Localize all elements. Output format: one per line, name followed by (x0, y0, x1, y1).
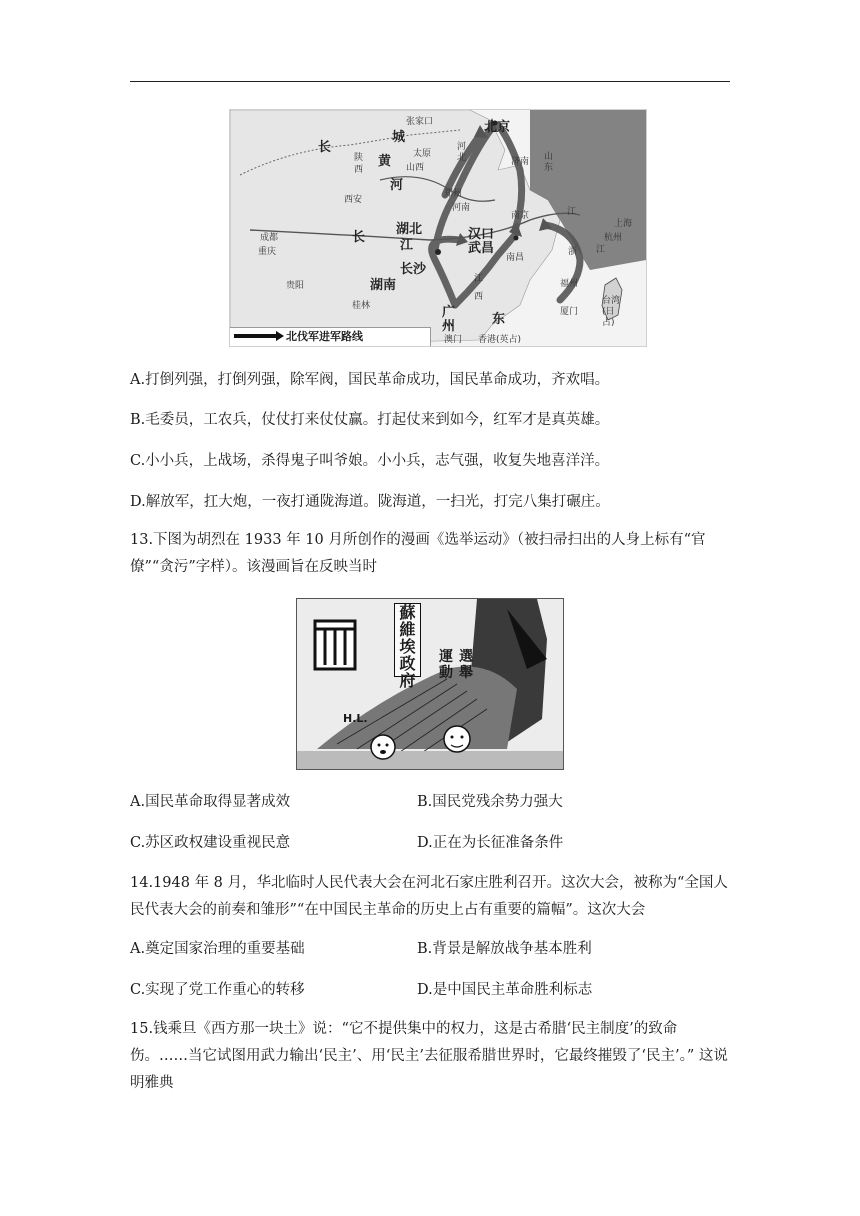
q14-option-c: C.实现了党工作重心的转移 (130, 982, 305, 998)
label-huanghe-2: 河 (390, 178, 404, 193)
label-xian: 西安 (344, 195, 363, 205)
label-hangzhou: 杭州 (604, 233, 623, 243)
label-zhengzhou: 郑州 (444, 189, 463, 199)
label-shanxi: 山西 (406, 163, 425, 173)
q13-option-a: A.国民革命取得显著成效 (130, 794, 291, 810)
q13-option-c: C.苏区政权建设重视民意 (130, 835, 291, 851)
label-hunan: 湖南 (370, 278, 397, 293)
label-chongqing: 重庆 (258, 247, 277, 257)
label-chengdu: 成都 (260, 233, 279, 243)
q13-stem: 13.下图为胡烈在 1933 年 10 月所创作的漫画《选举运动》（被扫帚扫出的人身上标有“官僚”“贪污”字样）。该漫画旨在反映当时 (130, 532, 706, 575)
label-shandong: 山东 (544, 152, 554, 173)
northern-expedition-map (229, 109, 647, 347)
q13-option-d: D.正在为长征准备条件 (417, 835, 564, 851)
label-wuhan: 汉口武昌 (468, 227, 495, 256)
map-drawing (230, 110, 646, 346)
election-cartoon (296, 598, 564, 770)
cartoon-hl-label: H.L. (343, 712, 368, 725)
q12-option-a: A.打倒列强，打倒列强，除军阀，国民革命成功，国民革命成功，齐欢唱。 (130, 372, 610, 388)
label-taiyuan: 太原 (413, 149, 432, 159)
cartoon-banner-col: 運動 (439, 649, 453, 681)
label-zhangjiakou: 张家口 (406, 117, 434, 127)
label-henan: 河南 (452, 203, 471, 213)
legend-text: 北伐军进军路线 (286, 330, 363, 343)
q13-option-b: B.国民党残余势力强大 (417, 794, 563, 810)
q15-stem: 15.钱乘旦《西方那一块土》说：“它不提供集中的权力，这是古希腊‘民主制度’的致命伤。……当它试图用武力输出‘民主’、用‘民主’去征服希腊世界时，它最终摧毁了‘民主’。” 这说明雅典 (130, 1021, 728, 1091)
label-taiwan: 台湾(日占) (602, 296, 621, 328)
label-changcheng-1: 城 (392, 130, 406, 145)
label-jiangxi: 江西 (474, 274, 484, 302)
cartoon-drawing (297, 599, 563, 769)
q12-option-d: D.解放军，扛大炮，一夜打通陇海道。陇海道，一扫光，打完八集打碾庄。 (130, 494, 610, 510)
label-changcheng-2: 长 (318, 140, 332, 155)
label-nanchang: 南昌 (506, 253, 525, 263)
cartoon-banner (436, 649, 480, 713)
label-aomen: 澳门 (444, 335, 463, 345)
label-dong: 东 (492, 312, 506, 327)
label-jiang: 江 (567, 207, 577, 217)
label-guiyang: 贵阳 (286, 281, 305, 291)
map-legend (230, 327, 431, 346)
label-beijing: 北京 (484, 120, 511, 135)
label-shaanxi: 陕西 (354, 153, 364, 175)
label-shanghai: 上海 (614, 219, 633, 229)
label-guangzhou: 广州 (442, 305, 456, 334)
label-jiang2: 江 (596, 245, 606, 255)
label-jinan: 济南 (511, 157, 530, 167)
q14-option-d: D.是中国民主革命胜利标志 (417, 982, 593, 998)
label-changjiang-2: 长 (352, 230, 366, 245)
label-xiamen: 厦门 (560, 307, 579, 317)
q12-option-b: B.毛委员，工农兵，仗仗打来仗仗赢。打起仗来到如今，红军才是真英雄。 (130, 412, 610, 428)
label-huanghe-1: 黄 (378, 154, 392, 169)
label-nanjing: 南京 (511, 211, 530, 221)
label-changsha: 长沙 (400, 262, 427, 277)
label-guilin: 桂林 (352, 301, 371, 311)
q14-option-b: B.背景是解放战争基本胜利 (417, 941, 592, 957)
q12-option-c: C.小小兵，上战场，杀得鬼子叫爷娘。小小兵，志气强，收复失地喜洋洋。 (130, 453, 610, 469)
label-fuzhou: 福州 (560, 279, 579, 289)
header-rule (130, 81, 730, 82)
legend-arrow-icon (234, 334, 278, 338)
label-hebei: 河北 (457, 142, 467, 163)
cartoon-sign: 蘇維埃政府 (394, 603, 421, 677)
q14-stem: 14.1948 年 8 月，华北临时人民代表大会在河北石家庄胜利召开。这次大会，被称为“全国人民代表大会的前奏和雏形”“在中国民主革命的历史上占有重要的篇幅”。这次大会 (130, 875, 728, 918)
label-xianggang: 香港(英占) (478, 335, 522, 345)
label-changjiang-1: 江 (400, 238, 414, 253)
q14-option-a: A.奠定国家治理的重要基础 (130, 941, 305, 957)
label-hubei: 湖北 (396, 222, 423, 237)
label-zhe: 浙 (568, 247, 578, 257)
cartoon-banner-col: 選舉 (459, 649, 473, 681)
